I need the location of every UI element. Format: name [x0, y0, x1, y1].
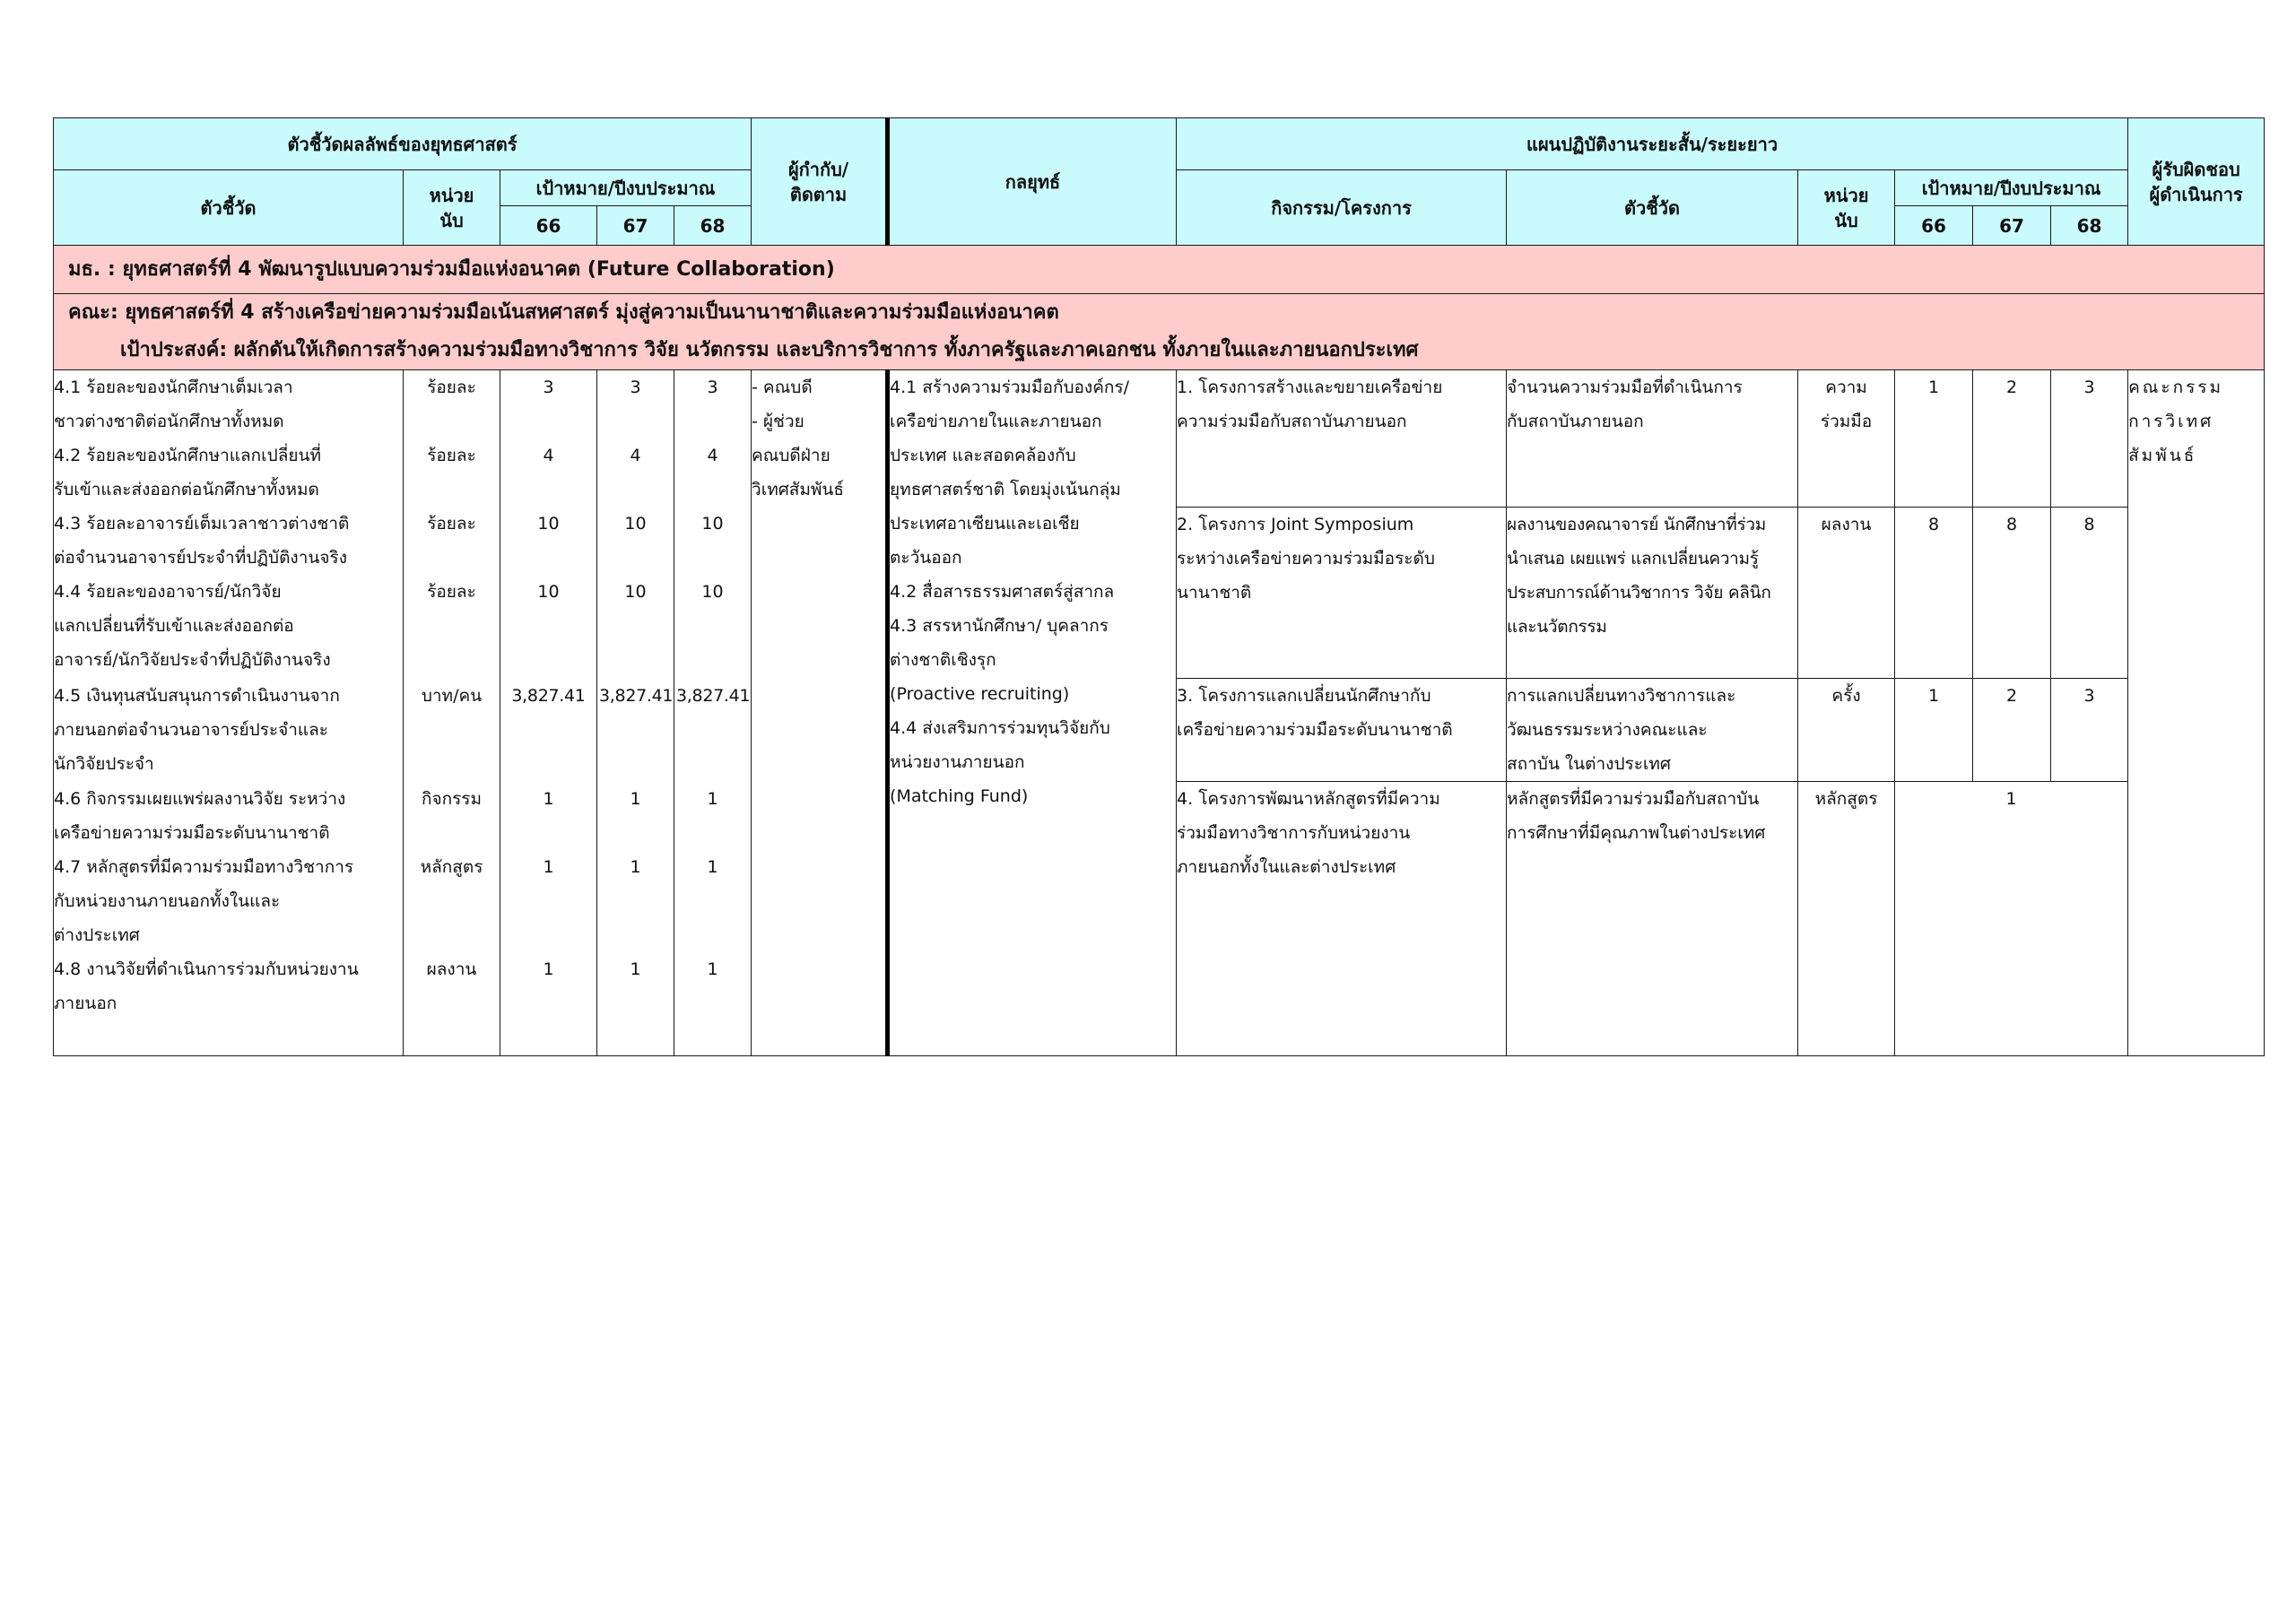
supervisors: - คณบดี - ผู้ช่วย คณบดีฝ่าย วิเทศสัมพันธ์	[752, 370, 888, 1056]
project-activity: 1. โครงการสร้างและขยายเครือข่าย ความร่วมมือกับสถาบันภายนอก	[1177, 370, 1507, 508]
project-unit: หลักสูตร	[1798, 782, 1895, 1056]
kpi-target-68: 3,827.41	[674, 679, 752, 782]
project-unit: ความ ร่วมมือ	[1798, 370, 1895, 508]
project-target-68: 3	[2051, 370, 2128, 508]
header-unit: หน่วย นับ	[404, 170, 500, 246]
project-kpi: การแลกเปลี่ยนทางวิชาการและ วัฒนธรรมระหว่างคณะและ สถาบัน ในต่างประเทศ	[1507, 679, 1798, 782]
header-strategy: กลยุทธ์	[888, 118, 1177, 246]
header-strategy-kpi-group: ตัวชี้วัดผลลัพธ์ของยุทธศาสตร์	[54, 118, 752, 170]
kpi-unit: ร้อยละ	[427, 582, 476, 602]
header-year-68: 68	[674, 206, 752, 246]
kpi-unit: บาท/คน	[404, 679, 500, 782]
project-target-67: 2	[1973, 679, 2051, 782]
header-plan-year-66: 66	[1895, 206, 1973, 246]
kpi-target-66: 1	[543, 788, 554, 809]
project-target-67: 2	[1973, 370, 2051, 508]
kpi-unit: หลักสูตร	[420, 856, 483, 877]
kpi-units-group-a	[404, 370, 500, 679]
kpi-target-68: 4	[707, 446, 718, 465]
project-target-67: 8	[1973, 508, 2051, 679]
kpi-t67-group-d	[597, 782, 674, 1056]
kpi-target-66: 4	[543, 446, 554, 465]
kpi-target-66: 1	[543, 959, 554, 979]
project-target-66: 1	[1895, 370, 1973, 508]
kpi-target-67: 1	[630, 856, 641, 877]
faculty-strategy-cell	[54, 294, 2265, 370]
kpi-target-67: 3,827.41	[597, 679, 674, 782]
header-plan-kpi: ตัวชี้วัด	[1507, 170, 1798, 246]
kpi-target-67: 10	[624, 582, 647, 602]
header-supervisor: ผู้กำกับ/ ติดตาม	[752, 118, 888, 246]
kpi-target-68: 10	[701, 582, 724, 602]
kpi-name: 4.1 ร้อยละของนักศึกษาเต็มเวลา ชาวต่างชาติต่อนักศึกษาทั้งหมด	[54, 378, 293, 431]
kpi-name: 4.6 กิจกรรมเผยแพร่ผลงานวิจัย ระหว่าง เครือข่ายความร่วมมือระดับนานาชาติ	[54, 788, 346, 843]
header-activity: กิจกรรม/โครงการ	[1177, 170, 1507, 246]
kpi-unit: ผลงาน	[426, 959, 477, 979]
kpi-t68-group-a	[674, 370, 752, 679]
kpi-t68-group-d	[674, 782, 752, 1056]
project-target-68: 8	[2051, 508, 2128, 679]
kpi-target-68: 3	[707, 378, 718, 397]
project-target-66: 8	[1895, 508, 1973, 679]
kpi-units-group-d	[404, 782, 500, 1056]
kpi-name: 4.4 ร้อยละของอาจารย์/นักวิจัย แลกเปลี่ยนที่รับเข้าและส่งออกต่อ อาจารย์/นักวิจัยประจำที่ปฏิบัติงานจริง	[54, 582, 331, 670]
kpi-name: 4.8 งานวิจัยที่ดำเนินการร่วมกับหน่วยงาน ภายนอก	[54, 959, 359, 1013]
kpi-unit: กิจกรรม	[421, 788, 483, 809]
strategy-action-plan-table	[53, 117, 2265, 1056]
kpi-unit: ร้อยละ	[427, 514, 476, 534]
kpi-target-67: 3	[630, 378, 641, 397]
kpi-target-67: 4	[630, 446, 641, 465]
kpi-target-67: 10	[624, 514, 647, 534]
kpi-unit: ร้อยละ	[427, 378, 476, 397]
project-activity: 2. โครงการ Joint Symposium ระหว่างเครือข่ายความร่วมมือระดับ นานาชาติ	[1177, 508, 1507, 679]
project-kpi: จำนวนความร่วมมือที่ดำเนินการ กับสถาบันภายนอก	[1507, 370, 1798, 508]
kpi-target-68: 1	[707, 959, 718, 979]
header-plan-target-by-year: เป้าหมาย/ปีงบประมาณ	[1895, 170, 2128, 206]
kpi-t67-group-a	[597, 370, 674, 679]
header-year-66: 66	[500, 206, 597, 246]
kpi-target-67: 1	[630, 788, 641, 809]
kpi-names-group-a	[54, 370, 404, 679]
project-target-68: 3	[2051, 679, 2128, 782]
kpi-names-group-d	[54, 782, 404, 1056]
kpi-target-68: 1	[707, 856, 718, 877]
kpi-t66-group-d	[500, 782, 597, 1056]
kpi-unit: ร้อยละ	[427, 446, 476, 465]
header-plan-year-67: 67	[1973, 206, 2051, 246]
project-activity: 4. โครงการพัฒนาหลักสูตรที่มีความ ร่วมมือทางวิชาการกับหน่วยงาน ภายนอกทั้งในและต่างประเทศ	[1177, 782, 1507, 1056]
project-unit: ผลงาน	[1798, 508, 1895, 679]
strategies: 4.1 สร้างความร่วมมือกับองค์กร/ เครือข่ายภายในและภายนอก ประเทศ และสอดคล้องกับ ยุทธศาสตร์ชาติ โดยมุ่งเน้นกลุ่ม ประเทศอาเซียนและเอเชีย ตะวันออก 4.2 สื่อสารธรรมศาสตร์สู่สากล 4.3 สรรหานักศึกษา/ บุคลากร ต่างชาติเชิงรุก (Proactive recruiting) 4.4 ส่งเสริมการร่วมทุนวิจัยกับ หน่วยงานภายนอก (Matching Fund)	[888, 370, 1177, 1056]
faculty-goal: เป้าประสงค์: ผลักดันให้เกิดการสร้างความร่วมมือทางวิชาการ วิจัย นวัตกรรม และบริการวิชาการ ทั้งภาครัฐและภาคเอกชน ทั้งภายในและภายนอกประเทศ	[120, 339, 1419, 361]
project-target-66: 1	[1895, 679, 1973, 782]
university-strategy: มธ. : ยุทธศาสตร์ที่ 4 พัฒนารูปแบบความร่วมมือแห่งอนาคต (Future Collaboration)	[54, 246, 2265, 294]
header-year-67: 67	[597, 206, 674, 246]
project-activity: 3. โครงการแลกเปลี่ยนนักศึกษากับ เครือข่ายความร่วมมือระดับนานาชาติ	[1177, 679, 1507, 782]
header-responsible: ผู้รับผิดชอบ ผู้ดำเนินการ	[2128, 118, 2265, 246]
header-plan-year-68: 68	[2051, 206, 2128, 246]
header-target-by-year: เป้าหมาย/ปีงบประมาณ	[500, 170, 752, 206]
kpi-name: 4.3 ร้อยละอาจารย์เต็มเวลาชาวต่างชาติ ต่อจำนวนอาจารย์ประจำที่ปฏิบัติงานจริง	[54, 514, 350, 568]
kpi-target-66: 10	[537, 514, 560, 534]
kpi-name: 4.7 หลักสูตรที่มีความร่วมมือทางวิชาการ กับหน่วยงานภายนอกทั้งในและ ต่างประเทศ	[54, 856, 354, 945]
project-unit: ครั้ง	[1798, 679, 1895, 782]
kpi-target-68: 1	[707, 788, 718, 809]
header-plan-unit: หน่วย นับ	[1798, 170, 1895, 246]
kpi-name: 4.5 เงินทุนสนับสนุนการดำเนินงานจาก ภายนอกต่อจำนวนอาจารย์ประจำและ นักวิจัยประจำ	[54, 679, 404, 782]
kpi-name: 4.2 ร้อยละของนักศึกษาแลกเปลี่ยนที่ รับเข้าและส่งออกต่อนักศึกษาทั้งหมด	[54, 446, 322, 499]
kpi-target-68: 10	[701, 514, 724, 534]
responsible-unit: คณะกรรม การวิเทศ สัมพันธ์	[2128, 370, 2265, 1056]
kpi-t66-group-a	[500, 370, 597, 679]
project-kpi: ผลงานของคณาจารย์ นักศึกษาที่ร่วม นำเสนอ เผยแพร่ แลกเปลี่ยนความรู้ ประสบการณ์ด้านวิชาการ วิจัย คลินิก และนวัตกรรม	[1507, 508, 1798, 679]
kpi-target-67: 1	[630, 959, 641, 979]
kpi-target-66: 3,827.41	[500, 679, 597, 782]
kpi-target-66: 3	[543, 378, 554, 397]
header-kpi: ตัวชี้วัด	[54, 170, 404, 246]
kpi-target-66: 10	[537, 582, 560, 602]
project-kpi: หลักสูตรที่มีความร่วมมือกับสถาบัน การศึกษาที่มีคุณภาพในต่างประเทศ	[1507, 782, 1798, 1056]
header-action-plan-group: แผนปฏิบัติงานระยะสั้น/ระยะยาว	[1177, 118, 2128, 170]
project-target-merged: 1	[1895, 782, 2128, 1056]
faculty-strategy: คณะ: ยุทธศาสตร์ที่ 4 สร้างเครือข่ายความร่วมมือเน้นสหศาสตร์ มุ่งสู่ความเป็นนานาชาติและความร่วมมือแห่งอนาคต	[68, 301, 1059, 324]
kpi-target-66: 1	[543, 856, 554, 877]
